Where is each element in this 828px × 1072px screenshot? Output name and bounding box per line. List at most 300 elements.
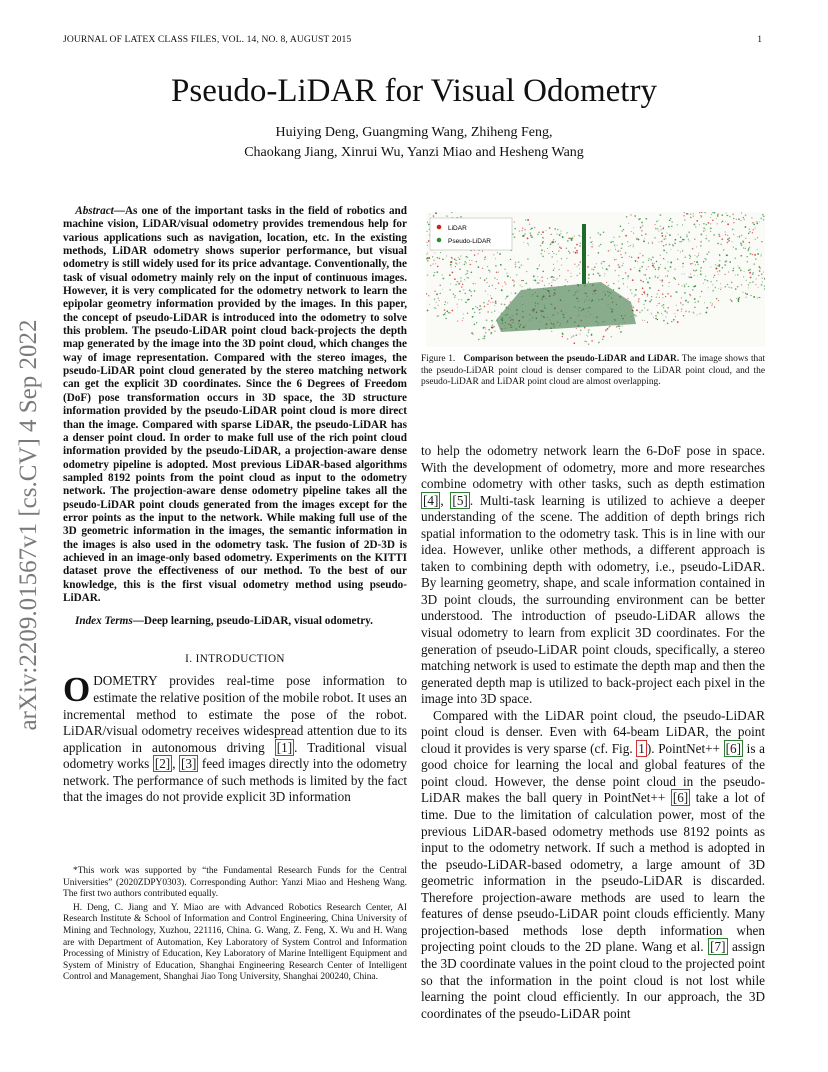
point-cloud-point [727,223,729,225]
point-cloud-point [566,248,567,249]
point-cloud-point [739,235,740,236]
point-cloud-point [662,285,663,286]
point-cloud-point [704,279,705,280]
point-cloud-point [749,282,750,283]
point-cloud-point [471,260,472,261]
point-cloud-point [428,257,430,259]
point-cloud-point [657,312,659,314]
point-cloud-point [459,262,460,263]
point-cloud-point [591,268,592,269]
point-cloud-point [631,256,633,258]
point-cloud-point [694,307,695,308]
point-cloud-point [621,257,622,258]
point-cloud-point [592,241,593,242]
point-cloud-point [700,267,702,269]
point-cloud-point [463,289,464,290]
point-cloud-point [752,229,754,231]
point-cloud-point [430,265,431,266]
point-cloud-point [676,305,677,306]
point-cloud-point [660,264,661,265]
point-cloud-point [472,316,474,318]
point-cloud-point [722,221,723,222]
point-cloud-point [685,300,687,302]
point-cloud-point [566,258,567,259]
point-cloud-point [725,231,726,232]
point-cloud-point [659,214,661,216]
point-cloud-point [743,247,744,248]
point-cloud-point [433,275,435,277]
point-cloud-point [688,286,689,287]
point-cloud-point [748,284,749,285]
authors [0,123,828,163]
point-cloud-point [474,312,475,313]
point-cloud-point [501,289,503,291]
point-cloud-point [762,281,763,282]
point-cloud-point [483,327,485,329]
point-cloud-point [668,226,670,228]
point-cloud-point [488,329,490,331]
point-cloud-point [472,308,474,310]
point-cloud-point [696,220,698,222]
point-cloud-point [486,319,488,321]
point-cloud-point [531,236,533,238]
point-cloud-point [588,282,589,283]
point-cloud-point [603,261,604,262]
point-cloud-point [732,229,734,231]
point-cloud-point [737,274,738,275]
point-cloud-point [569,252,571,254]
point-cloud-point [515,262,516,263]
point-cloud-point [671,221,673,223]
point-cloud-point [657,293,658,294]
point-cloud-point [655,315,656,316]
point-cloud-point [484,335,486,337]
point-cloud-point [636,238,637,239]
point-cloud-point [462,320,463,321]
point-cloud-point [469,260,470,261]
point-cloud-point [551,285,552,286]
point-cloud-point [457,307,458,308]
point-cloud-point [643,274,644,275]
point-cloud-point [557,229,558,230]
caption-bold: Comparison between the pseudo-LiDAR and LiDAR. [463,354,680,364]
point-cloud-point [655,269,656,270]
footnotes [63,866,407,986]
point-cloud-point [707,280,709,282]
legend-pseudo-label: Pseudo-LiDAR [448,238,491,245]
point-cloud-point [558,250,560,252]
point-cloud-point [667,307,668,308]
point-cloud-point [608,285,610,287]
point-cloud-point [696,256,698,258]
point-cloud-point [512,279,513,280]
point-cloud-point [675,239,677,241]
point-cloud-point [684,286,686,288]
citation-link[interactable]: [3] [181,756,197,772]
point-cloud-point [554,268,555,269]
point-cloud-point [658,231,659,232]
point-cloud-point [749,269,751,271]
point-cloud-point [558,243,559,244]
point-cloud-point [680,236,681,237]
point-cloud-point [443,314,445,316]
point-cloud-point [514,284,515,285]
point-cloud-point [549,227,551,229]
point-cloud-point [479,312,480,313]
point-cloud-point [717,265,718,266]
point-cloud-point [468,277,469,278]
point-cloud-point [661,232,663,234]
citation-link[interactable]: [1] [276,739,293,755]
point-cloud-point [485,332,486,333]
point-cloud-point [641,230,642,231]
point-cloud-point [494,277,496,279]
arxiv-stamp-text: arXiv:2209.01567v1 [cs.CV] 4 Sep 2022 [15,319,42,731]
point-cloud-point [495,265,497,267]
point-cloud-point [551,331,552,332]
point-cloud-point [493,326,495,328]
point-cloud-point [710,227,712,229]
citation-link[interactable]: [4] [423,492,439,508]
point-cloud-point [630,245,631,246]
point-cloud-point [636,309,638,311]
point-cloud-point [695,270,696,271]
point-cloud-point [504,269,505,270]
point-cloud-point [553,253,554,254]
point-cloud-point [567,281,568,282]
point-cloud-point [440,252,441,253]
point-cloud-point [604,275,605,276]
point-cloud-point [625,235,627,237]
point-cloud-point [548,283,549,284]
point-cloud-point [434,252,435,253]
point-cloud-point [719,260,720,261]
point-cloud-point [476,322,477,323]
point-cloud-point [686,234,687,235]
point-cloud-point [590,237,591,238]
citation-link[interactable]: [6] [725,740,742,756]
point-cloud-point [442,258,444,260]
point-cloud-point [456,303,457,304]
citation-link[interactable]: [2] [154,756,171,772]
point-cloud-point [596,263,597,264]
point-cloud-point [553,279,554,280]
point-cloud-point [669,282,670,283]
point-cloud-point [618,264,620,266]
point-cloud-point [579,245,581,247]
point-cloud-point [735,288,737,290]
point-cloud-point [647,309,648,310]
point-cloud-point [486,278,487,279]
point-cloud-point [681,285,682,286]
abstract-text: —As one of the important tasks in the field of robotics and machine vision, LiDAR/visual odometry provides tremendous help for various applications such as navigation, location, etc. In the existing methods, LiDAR odometry shows superior performance, but visual odometry is still widely used for its price advantage. Conventionally, the task of visual odometry mainly rely on the input of continuous images. However, it is very complicated for the odometry network to learn the epipolar geometry information provided by the images. In this paper, the concept of pseudo-LiDAR is introduced into the odometry to solve this problem. The pseudo-LiDAR point cloud back-projects the depth map generated by the image into the 3D point cloud, which changes the way of image representation. Compared with the stereo images, the pseudo-LiDAR point cloud generated by the stereo matching network can get the explicit 3D coordinates. Since the 6 Degrees of Freedom (DoF) pose transformation occurs in 3D space, the 3D structure information provided by the pseudo-LiDAR point cloud is more direct than the image. Compared with sparse LiDAR, the pseudo-LiDAR has a denser point cloud. In order to make full use of the rich point cloud information provided by the pseudo-LiDAR, a projection-aware dense odometry pipeline is adopted. Most previous LiDAR-based algorithms sampled 8192 points from the point cloud as input to the odometry network. The projection-aware dense odometry pipeline takes all the pseudo-LiDAR point clouds generated from the images except for the error points as the input to the network. While making full use of the 3D geometric information in the images, the semantic information in the images is also used in the odometry task. The fusion of 2D-3D is achieved in an image-only based odometry. Experiments on the KITTI dataset prove the effectiveness of our method. To the best of our knowledge, this is the first visual odometry method using pseudo-LiDAR. [63,205,408,604]
point-cloud-point [482,338,483,339]
point-cloud-point [716,268,718,270]
point-cloud-point [467,273,469,275]
point-cloud-point [663,320,665,322]
point-cloud-point [427,245,428,246]
point-cloud-point [463,313,464,314]
point-cloud-point [527,238,529,240]
point-cloud-point [659,303,660,304]
point-cloud-point [725,234,726,235]
point-cloud-point [514,263,515,264]
point-cloud-point [574,236,575,237]
point-cloud-point [541,234,542,235]
point-cloud-point [644,238,645,239]
point-cloud-point [747,261,748,262]
point-cloud-point [671,321,672,322]
point-cloud-point [594,266,596,268]
point-cloud-point [427,252,428,253]
point-cloud-point [711,305,712,306]
point-cloud-point [491,326,493,328]
point-cloud-point [627,286,628,287]
point-cloud-point [620,254,621,255]
point-cloud-point [470,264,472,266]
point-cloud-point [679,241,680,242]
point-cloud-point [514,221,515,222]
point-cloud-point [697,314,698,315]
point-cloud-point [446,256,447,257]
point-cloud-point [490,295,491,296]
point-cloud-point [619,266,621,268]
point-cloud-point [542,231,544,233]
point-cloud-point [597,232,599,234]
point-cloud-point [660,255,661,256]
point-cloud-point [740,270,742,272]
point-cloud-point [667,323,668,324]
figure-ref-link[interactable]: 1 [638,740,645,756]
point-cloud-point [480,308,482,310]
point-cloud-point [618,281,619,282]
point-cloud-point [671,226,672,227]
point-cloud-point [487,311,488,312]
point-cloud-point [473,283,474,284]
point-cloud-point [579,273,580,274]
point-cloud-point [640,280,641,281]
point-cloud-point [704,258,705,259]
point-cloud-point [652,265,654,267]
point-cloud-point [460,216,462,218]
point-cloud-point [710,231,711,232]
point-cloud-point [658,267,660,269]
point-cloud-point [608,250,609,251]
point-cloud-point [689,258,690,259]
point-cloud-point [519,230,520,231]
point-cloud-point [682,266,683,267]
point-cloud-point [652,263,653,264]
point-cloud-point [427,257,429,259]
point-cloud-point [498,282,500,284]
point-cloud-point [464,264,466,266]
point-cloud-point [444,309,446,311]
index-terms [63,615,407,628]
point-cloud-point [525,219,526,220]
point-cloud-point [660,280,661,281]
point-cloud-point [677,259,678,260]
point-cloud-point [705,259,707,261]
point-cloud-point [598,252,600,254]
left-column [63,205,407,806]
point-cloud-point [627,278,628,279]
point-cloud-point [658,241,659,242]
point-cloud-point [755,227,756,228]
point-cloud-point [726,213,727,214]
point-cloud-point [721,238,723,240]
point-cloud-point [728,241,729,242]
point-cloud-point [579,268,580,269]
point-cloud-point [699,212,700,213]
point-cloud-point [683,239,685,241]
point-cloud-point [744,219,746,221]
point-cloud-point [741,235,743,237]
point-cloud-point [741,212,742,213]
point-cloud-point [586,335,587,336]
point-cloud-point [690,256,691,257]
point-cloud-point [648,260,649,261]
point-cloud-point [674,313,675,314]
point-cloud-point [753,224,755,226]
point-cloud-point [686,213,688,215]
point-cloud-point [453,293,454,294]
point-cloud-point [656,261,657,262]
point-cloud-point [654,237,656,239]
point-cloud-point [428,224,430,226]
point-cloud-point [658,269,660,271]
point-cloud-point [578,235,579,236]
point-cloud-point [675,291,677,293]
point-cloud-point [694,285,696,287]
point-cloud-point [650,259,652,261]
point-cloud-point [690,263,692,265]
point-cloud-point [621,243,623,245]
point-cloud-point [452,310,454,312]
point-cloud-point [638,298,640,300]
point-cloud-point [556,233,557,234]
point-cloud-point [745,293,746,294]
point-cloud-point [448,312,449,313]
point-cloud-point [686,284,687,285]
point-cloud-point [548,253,549,254]
point-cloud-point [743,217,744,218]
point-cloud-point [648,242,649,243]
point-cloud-point [649,287,651,289]
point-cloud-point [642,281,644,283]
point-cloud-point [652,241,653,242]
point-cloud-point [491,312,492,313]
point-cloud-point [628,246,629,247]
point-cloud-point [714,306,715,307]
point-cloud-point [684,292,686,294]
point-cloud-point [635,289,637,291]
point-cloud-point [542,237,543,238]
point-cloud-point [671,261,672,262]
point-cloud-point [627,275,629,277]
point-cloud-point [495,288,496,289]
point-cloud-point [660,229,661,230]
point-cloud-point [537,282,539,284]
point-cloud-point [657,319,658,320]
point-cloud-point [454,297,455,298]
point-cloud-point [737,236,738,237]
point-cloud-point [488,270,489,271]
point-cloud-point [486,282,487,283]
point-cloud-point [439,258,441,260]
point-cloud-point [745,297,746,298]
point-cloud-point [484,259,485,260]
point-cloud-point [497,279,498,280]
point-cloud-point [559,234,561,236]
point-cloud-point [674,269,675,270]
point-cloud-point [688,239,689,240]
point-cloud-point [717,215,719,217]
point-cloud-point [755,239,756,240]
point-cloud-point [746,280,747,281]
point-cloud-point [571,238,573,240]
point-cloud-point [537,268,539,270]
point-cloud-point [465,274,467,276]
point-cloud-point [696,270,698,272]
point-cloud-point [466,270,467,271]
point-cloud-point [665,316,666,317]
point-cloud-point [703,223,704,224]
point-cloud-point [664,238,666,240]
journal-header: JOURNAL OF LATEX CLASS FILES, VOL. 14, NO. 8, AUGUST 2015 [63,34,352,45]
point-cloud-point [465,293,466,294]
point-cloud-point [691,217,692,218]
point-cloud-point [638,239,640,241]
point-cloud-point [493,254,494,255]
point-cloud-point [631,231,632,232]
point-cloud-point [680,302,681,303]
citation-link[interactable]: [7] [710,939,726,955]
point-cloud-point [556,278,557,279]
point-cloud-point [693,312,695,314]
point-cloud-point [737,286,738,287]
point-cloud-point [669,220,671,222]
index-terms-text: —Deep learning, pseudo-LiDAR, visual odometry. [132,615,373,628]
point-cloud-point [739,297,740,298]
point-cloud-point [658,220,659,221]
citation-link[interactable]: [6] [672,790,689,806]
point-cloud-point [727,215,728,216]
point-cloud-point [633,233,634,234]
citation-link[interactable]: [5] [452,492,468,508]
point-cloud-point [661,281,663,283]
point-cloud-point [663,227,664,228]
point-cloud-point [688,276,690,278]
point-cloud-point [435,263,436,264]
point-cloud-point [602,267,603,268]
point-cloud-point [745,214,747,216]
point-cloud-point [642,255,644,257]
point-cloud-point [439,285,440,286]
point-cloud-point [700,270,701,271]
point-cloud-point [527,243,528,244]
point-cloud-point [664,259,665,260]
point-cloud-point [641,310,642,311]
point-cloud-point [685,257,686,258]
point-cloud-point [578,264,579,265]
point-cloud-point [728,272,729,273]
authors-line-2: Chaokang Jiang, Xinrui Wu, Yanzi Miao and Hesheng Wang [244,145,584,160]
point-cloud-point [757,237,758,238]
point-cloud-point [665,296,666,297]
point-cloud-point [623,283,624,284]
point-cloud-point [433,215,434,216]
point-cloud-point [667,313,668,314]
